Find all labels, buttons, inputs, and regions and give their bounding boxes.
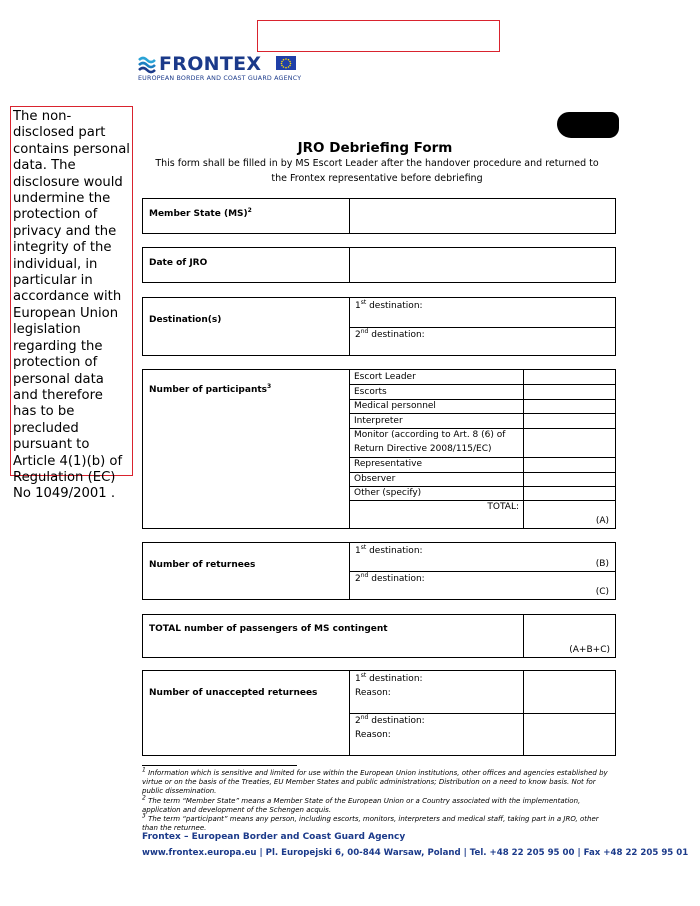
eu-flag-icon	[276, 56, 296, 70]
role-escort-leader: Escort Leader	[354, 372, 416, 382]
redaction-note: The non-disclosed part contains personal data. The disclosure would undermine the protection of privacy and the integrity of the individual, in particular in accordance with European Union legislation regarding the protection of personal data and therefore has to be precluded pursuant to Article 4(1)(b) of Regulation (EC) No 1049/2001 .	[10, 106, 133, 476]
frontex-logo	[138, 54, 308, 84]
redaction-blot	[557, 112, 619, 138]
returnees-destination-2: 2nd destination:	[355, 572, 425, 584]
marker-c: (C)	[595, 587, 609, 597]
footer-address: | Pl. Europejski 6, 00-844 Warsaw, Poland | Tel. +48 22 205 95 00 | Fax +48 22 205 95 01	[256, 848, 689, 858]
marker-b: (B)	[595, 559, 609, 569]
unaccepted-reason-1: Reason:	[355, 688, 391, 698]
destination-1-label: 1st destination:	[355, 299, 423, 311]
marker-abc: (A+B+C)	[569, 645, 610, 655]
role-representative: Representative	[354, 459, 423, 469]
role-interpreter: Interpreter	[354, 416, 403, 426]
role-medical-personnel: Medical personnel	[354, 401, 436, 411]
redacted-header-box	[257, 20, 500, 52]
date-label: Date of JRO	[149, 258, 208, 268]
footnote-1: $^1$ Information which is sensitive and limited for use within the European Union institutions, other offices and agencies established by virtue or on the basis of the Treaties, EU Member States and public administrations; Distribution on a need to know basis. Not for public dissemination.	[142, 766, 608, 795]
member-state-label: Member State (MS)$^2$	[149, 207, 252, 219]
unaccepted-label: Number of unaccepted returnees	[149, 688, 318, 698]
form-subtitle-line2: the Frontex representative before debriefing	[271, 173, 483, 184]
form-subtitle-line1: This form shall be filled in by MS Escort Leader after the handover procedure and returned to	[155, 158, 599, 169]
unaccepted-destination-1: 1st destination:	[355, 672, 423, 684]
participants-divider	[349, 370, 350, 528]
destinations-row	[142, 297, 616, 356]
footnote-3: $^3$ The term “participant” means any person, including escorts, monitors, interpreters and medical staff, taking part in a JRO, other than the returnee.	[142, 812, 599, 832]
destinations-split	[349, 327, 615, 328]
participants-count-input[interactable]	[523, 370, 615, 528]
role-other: Other (specify)	[354, 488, 422, 498]
total-passengers-label: TOTAL number of passengers of MS contingent	[149, 624, 388, 634]
destinations-label: Destination(s)	[149, 315, 222, 325]
date-input[interactable]	[349, 248, 615, 282]
marker-a: (A)	[595, 516, 609, 526]
unaccepted-destination-2: 2nd destination:	[355, 714, 425, 726]
role-escorts: Escorts	[354, 387, 387, 397]
logo-wave-icon	[138, 56, 156, 74]
returnees-label: Number of returnees	[149, 560, 256, 570]
role-monitor-line1: Monitor (according to Art. 8 (6) of	[354, 430, 506, 440]
returnees-input[interactable]	[349, 543, 615, 599]
form-title: JRO Debriefing Form	[297, 140, 453, 156]
participants-label: Number of participants$^3$	[149, 383, 272, 395]
role-monitor-line2: Return Directive 2008/115/EC)	[354, 444, 492, 454]
footnote-separator	[142, 765, 297, 766]
returnees-destination-1: 1st destination:	[355, 544, 423, 556]
member-state-input[interactable]	[349, 199, 615, 233]
total-label: TOTAL:	[487, 502, 519, 512]
unaccepted-count-input[interactable]	[523, 671, 615, 755]
logo-text: FRONTEX	[159, 53, 262, 75]
footer-website-link[interactable]: www.frontex.europa.eu	[142, 848, 257, 858]
footnote-2: $^2$ The term “Member State” means a Member State of the European Union or a Country associated with the implementation, application and development of the Schengen acquis.	[142, 794, 581, 814]
role-observer: Observer	[354, 474, 396, 484]
unaccepted-reason-2: Reason:	[355, 730, 391, 740]
destination-2-label: 2nd destination:	[355, 328, 425, 340]
logo-subtitle: EUROPEAN BORDER AND COAST GUARD AGENCY	[138, 75, 302, 82]
footer-contact	[142, 848, 688, 858]
total-passengers-input[interactable]	[523, 615, 615, 657]
footer-agency: Frontex – European Border and Coast Guard Agency	[142, 832, 406, 842]
